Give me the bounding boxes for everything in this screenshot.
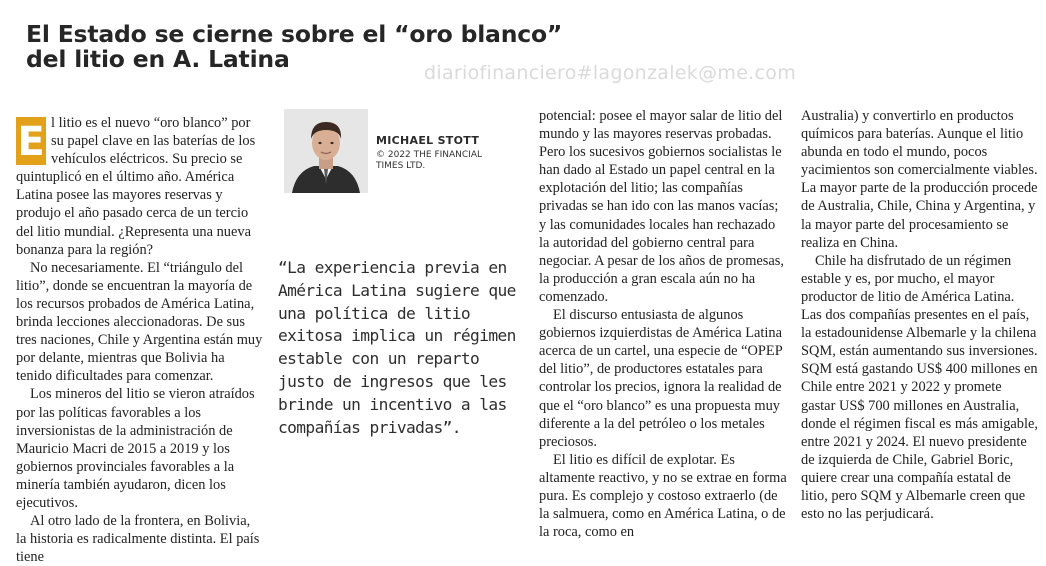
article-column-1 [16, 114, 264, 566]
paragraph-4: Al otro lado de la frontera, en Bolivia, la historia es radicalmente distinta. El país tiene [16, 513, 260, 566]
paragraph-9: Chile ha disfrutado de un régimen estable y es, por mucho, el mayor productor de litio de América Latina. Las dos compañías presentes en el país, la estadounidense Albemarle y la chilena SQM, están aumentando sus inversiones. SQM está gastando US$ 400 millones en Chile entre 2021 y 2022 y promete gastar US$ 700 millones en Australia, donde el régimen fiscal es más amigable, entre 2021 y 2024. El nuevo presidente de izquierda de Chile, Gabriel Boric, quiere crear una compañía estatal de litio, pero SQM y Albemarle creen que esto no las perjudicará. [801, 252, 1038, 523]
author-credit-line-2: TIMES LTD. [376, 161, 426, 171]
headline-line-2: del litio en A. Latina [26, 45, 290, 73]
paragraph-7: El litio es difícil de explotar. Es altamente reactivo, y no se extrae en forma pura. Es complejo y costoso extraerlo (de la salmuera, como en América Latina, o de la roca, como en [539, 451, 787, 541]
pull-quote: “La experiencia previa en América Latina sugiere que una política de litio exitosa implica un régimen estable con un reparto justo de ingresos que les brinde un incentivo a las compañías privadas”. [278, 258, 516, 437]
author-credit-line-1: © 2022 THE FINANCIAL [376, 150, 483, 160]
paragraph-3: Los mineros del litio se vieron atraídos por las políticas favorables a los inversionistas de la administración de Mauricio Macri de 2015 a 2019 y los gobiernos provinciales favorables a la minería también ayudaron, dicen los ejecutivos. [16, 386, 255, 511]
paragraph-6: El discurso entusiasta de algunos gobiernos izquierdistas de América Latina acerca de un cartel, una especie de “OPEP del litio”, de productores estatales para controlar los precios, ignora la realidad de que el “oro blanco” es una propuesta muy diferente a la del petróleo o los metales preciosos. [539, 307, 783, 450]
drop-cap: E [17, 119, 45, 165]
paragraph-1 [16, 114, 264, 259]
author-credit [376, 150, 506, 172]
author-name: MICHAEL STOTT [376, 134, 480, 147]
paragraph-5: potencial: posee el mayor salar de litio del mundo y las mayores reservas probadas. Pero los sucesivos gobiernos socialistas le han dado al Estado un papel central en la explotación del litio; las compañías privadas se han ido con las manos vacías; y las comunidades locales han rechazado la autoridad del gobierno central para negociar. A pesar de los años de promesas, la producción a gran escala aún no ha comenzado. [539, 108, 784, 305]
author-portrait [284, 109, 368, 193]
paragraph-8: Australia) y convertirlo en productos químicos para baterías. Aunque el litio abunda en todo el mundo, pocos yacimientos son comercialmente viables. La mayor parte de la producción procede de Australia, Chile, China y Argentina, y la mayor parte del procesamiento se realiza en China. [801, 108, 1038, 251]
paragraph-2: No necesariamente. El “triángulo del litio”, donde se encuentran la mayoría de los recursos probados de América Latina, brinda lecciones aleccionadoras. De sus tres naciones, Chile y Argentina están muy por delante, mientras que Bolivia ha tenido dificultades para comenzar. [16, 259, 263, 385]
watermark: diariofinanciero#lagonzalek@me.com [424, 62, 796, 84]
article-column-4 [801, 107, 1038, 523]
headline-line-1: El Estado se cierne sobre el “oro blanco” [26, 20, 563, 48]
article-column-3 [539, 107, 787, 541]
author-portrait-image [284, 109, 368, 193]
paragraph-1-text: l litio es el nuevo “oro blanco” por su papel clave en las baterías de los vehículos eléctricos. Su precio se quintuplicó en el último año. América Latina posee las mayores reservas y produjo el año pasado cerca de un tercio del litio mundial. ¿Representa una nueva bonanza para la región? [16, 115, 256, 258]
